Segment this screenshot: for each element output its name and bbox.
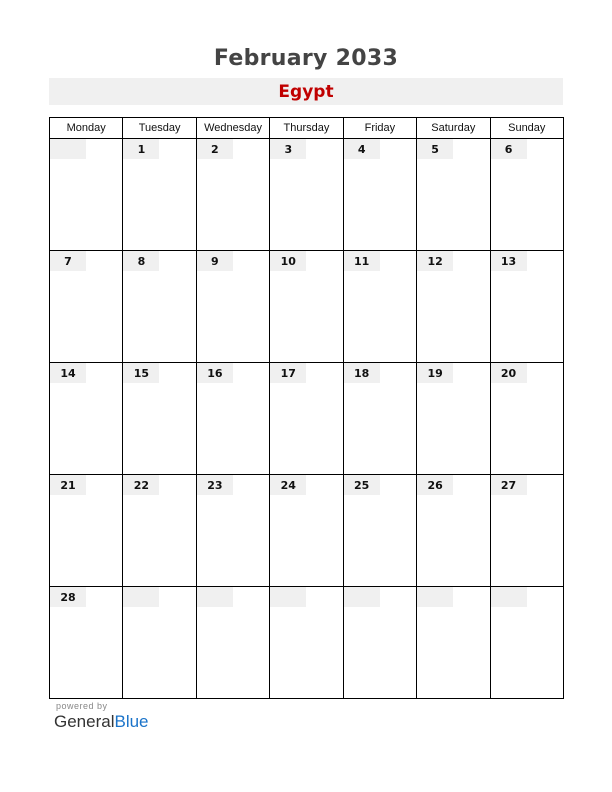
day-number: 14 <box>50 363 86 383</box>
weekday-header-wednesday: Wednesday <box>196 118 269 139</box>
day-number <box>197 587 233 607</box>
day-number <box>417 587 453 607</box>
day-number: 3 <box>270 139 306 159</box>
day-number: 15 <box>123 363 159 383</box>
day-number: 18 <box>344 363 380 383</box>
weekday-header-thursday: Thursday <box>270 118 343 139</box>
day-number <box>123 587 159 607</box>
day-cell <box>343 363 416 475</box>
day-number: 5 <box>417 139 453 159</box>
day-number: 22 <box>123 475 159 495</box>
day-cell <box>123 139 196 251</box>
day-number: 2 <box>197 139 233 159</box>
brand-general-text: General <box>54 712 115 731</box>
day-cell <box>270 475 343 587</box>
page-title: February 2033 <box>213 46 399 71</box>
day-cell <box>50 139 123 251</box>
weekday-header-friday: Friday <box>343 118 416 139</box>
day-number: 24 <box>270 475 306 495</box>
day-cell <box>490 139 563 251</box>
day-number: 12 <box>417 251 453 271</box>
day-number: 16 <box>197 363 233 383</box>
day-number: 23 <box>197 475 233 495</box>
day-number: 10 <box>270 251 306 271</box>
day-cell <box>50 251 123 363</box>
week-row-2 <box>50 251 564 363</box>
weekday-header-row <box>50 118 564 139</box>
day-cell <box>123 475 196 587</box>
day-cell <box>343 475 416 587</box>
day-number: 21 <box>50 475 86 495</box>
week-row-3 <box>50 363 564 475</box>
country-bar <box>49 78 563 105</box>
day-cell <box>490 363 563 475</box>
week-row-5 <box>50 587 564 699</box>
day-number: 27 <box>491 475 527 495</box>
day-number: 7 <box>50 251 86 271</box>
day-cell <box>417 251 490 363</box>
brand-logo[interactable] <box>54 712 149 732</box>
day-cell <box>196 587 269 699</box>
day-cell <box>490 587 563 699</box>
day-number: 19 <box>417 363 453 383</box>
day-number <box>491 587 527 607</box>
day-cell <box>123 363 196 475</box>
day-number <box>50 139 86 159</box>
week-row-4 <box>50 475 564 587</box>
day-number: 9 <box>197 251 233 271</box>
day-cell <box>50 363 123 475</box>
day-cell <box>196 363 269 475</box>
day-number: 4 <box>344 139 380 159</box>
day-number: 11 <box>344 251 380 271</box>
day-number: 28 <box>50 587 86 607</box>
day-number: 13 <box>491 251 527 271</box>
day-cell <box>270 251 343 363</box>
day-cell <box>490 475 563 587</box>
powered-by-text: powered by <box>56 701 108 711</box>
day-cell <box>196 139 269 251</box>
brand-blue-text: Blue <box>114 712 149 731</box>
weekday-header-tuesday: Tuesday <box>123 118 196 139</box>
weekday-header-monday: Monday <box>50 118 123 139</box>
day-cell <box>270 587 343 699</box>
country-name: Egypt <box>278 81 334 102</box>
day-cell <box>343 251 416 363</box>
day-number: 25 <box>344 475 380 495</box>
day-cell <box>196 475 269 587</box>
day-number: 20 <box>491 363 527 383</box>
day-number: 1 <box>123 139 159 159</box>
day-cell <box>270 363 343 475</box>
day-cell <box>50 475 123 587</box>
day-cell <box>417 363 490 475</box>
day-number <box>270 587 306 607</box>
day-number: 8 <box>123 251 159 271</box>
calendar-grid <box>49 117 564 699</box>
day-number: 6 <box>491 139 527 159</box>
day-cell <box>270 139 343 251</box>
day-cell <box>123 251 196 363</box>
day-number: 26 <box>417 475 453 495</box>
day-number: 17 <box>270 363 306 383</box>
day-cell <box>343 587 416 699</box>
day-cell <box>490 251 563 363</box>
day-cell <box>50 587 123 699</box>
day-cell <box>343 139 416 251</box>
day-cell <box>196 251 269 363</box>
day-cell <box>417 475 490 587</box>
weekday-header-sunday: Sunday <box>490 118 563 139</box>
week-row-1 <box>50 139 564 251</box>
day-cell <box>123 587 196 699</box>
weekday-header-saturday: Saturday <box>417 118 490 139</box>
day-number <box>344 587 380 607</box>
day-cell <box>417 587 490 699</box>
day-cell <box>417 139 490 251</box>
